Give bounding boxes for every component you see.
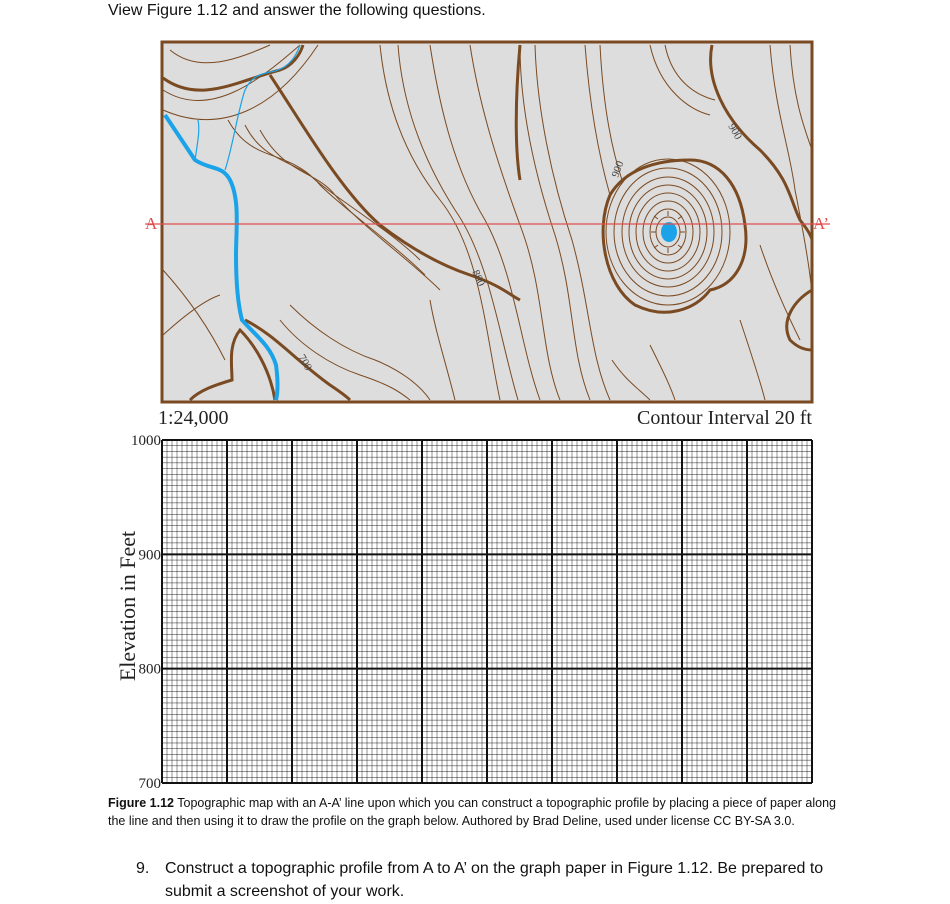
summit-lake <box>661 222 677 242</box>
contour-label-900-right: 900 <box>725 121 745 142</box>
contour-label-700: 700 <box>295 352 315 373</box>
contour-label-800: 800 <box>469 268 488 289</box>
y-tick-label: 700 <box>138 776 161 792</box>
question-9 <box>136 857 856 903</box>
contour-interval: Contour Interval 20 ft <box>637 407 812 429</box>
figure-caption-text: Topographic map with an A-A’ line upon which you can construct a topographic profile by placing a piece of paper along the line and then using it to draw the profile on the graph below. Authored by Brad Deline, used under license CC BY-SA 3.0. <box>108 796 836 828</box>
topographic-map <box>145 42 830 429</box>
question-text: Construct a topographic profile from A to A’ on the graph paper in Figure 1.12. Be prepared to submit a screenshot of your work. <box>165 860 824 900</box>
map-background <box>162 42 812 402</box>
question-number: 9. <box>136 860 150 877</box>
contour-label-900-left: 900 <box>609 159 627 180</box>
y-tick-label: 1000 <box>131 433 161 449</box>
graph-grid <box>162 440 812 783</box>
map-scale: 1:24,000 <box>158 407 229 429</box>
y-tick-label: 900 <box>138 547 161 564</box>
label-a: A <box>145 214 158 233</box>
label-a-prime: A’ <box>813 214 830 233</box>
intro-text: View Figure 1.12 and answer the following questions. <box>108 2 486 19</box>
figure-caption-label: Figure 1.12 <box>108 796 174 810</box>
figure-caption <box>108 794 848 830</box>
y-tick-label: 800 <box>138 661 161 678</box>
graph-y-label: Elevation in Feet <box>115 530 140 682</box>
profile-graph <box>115 433 812 792</box>
